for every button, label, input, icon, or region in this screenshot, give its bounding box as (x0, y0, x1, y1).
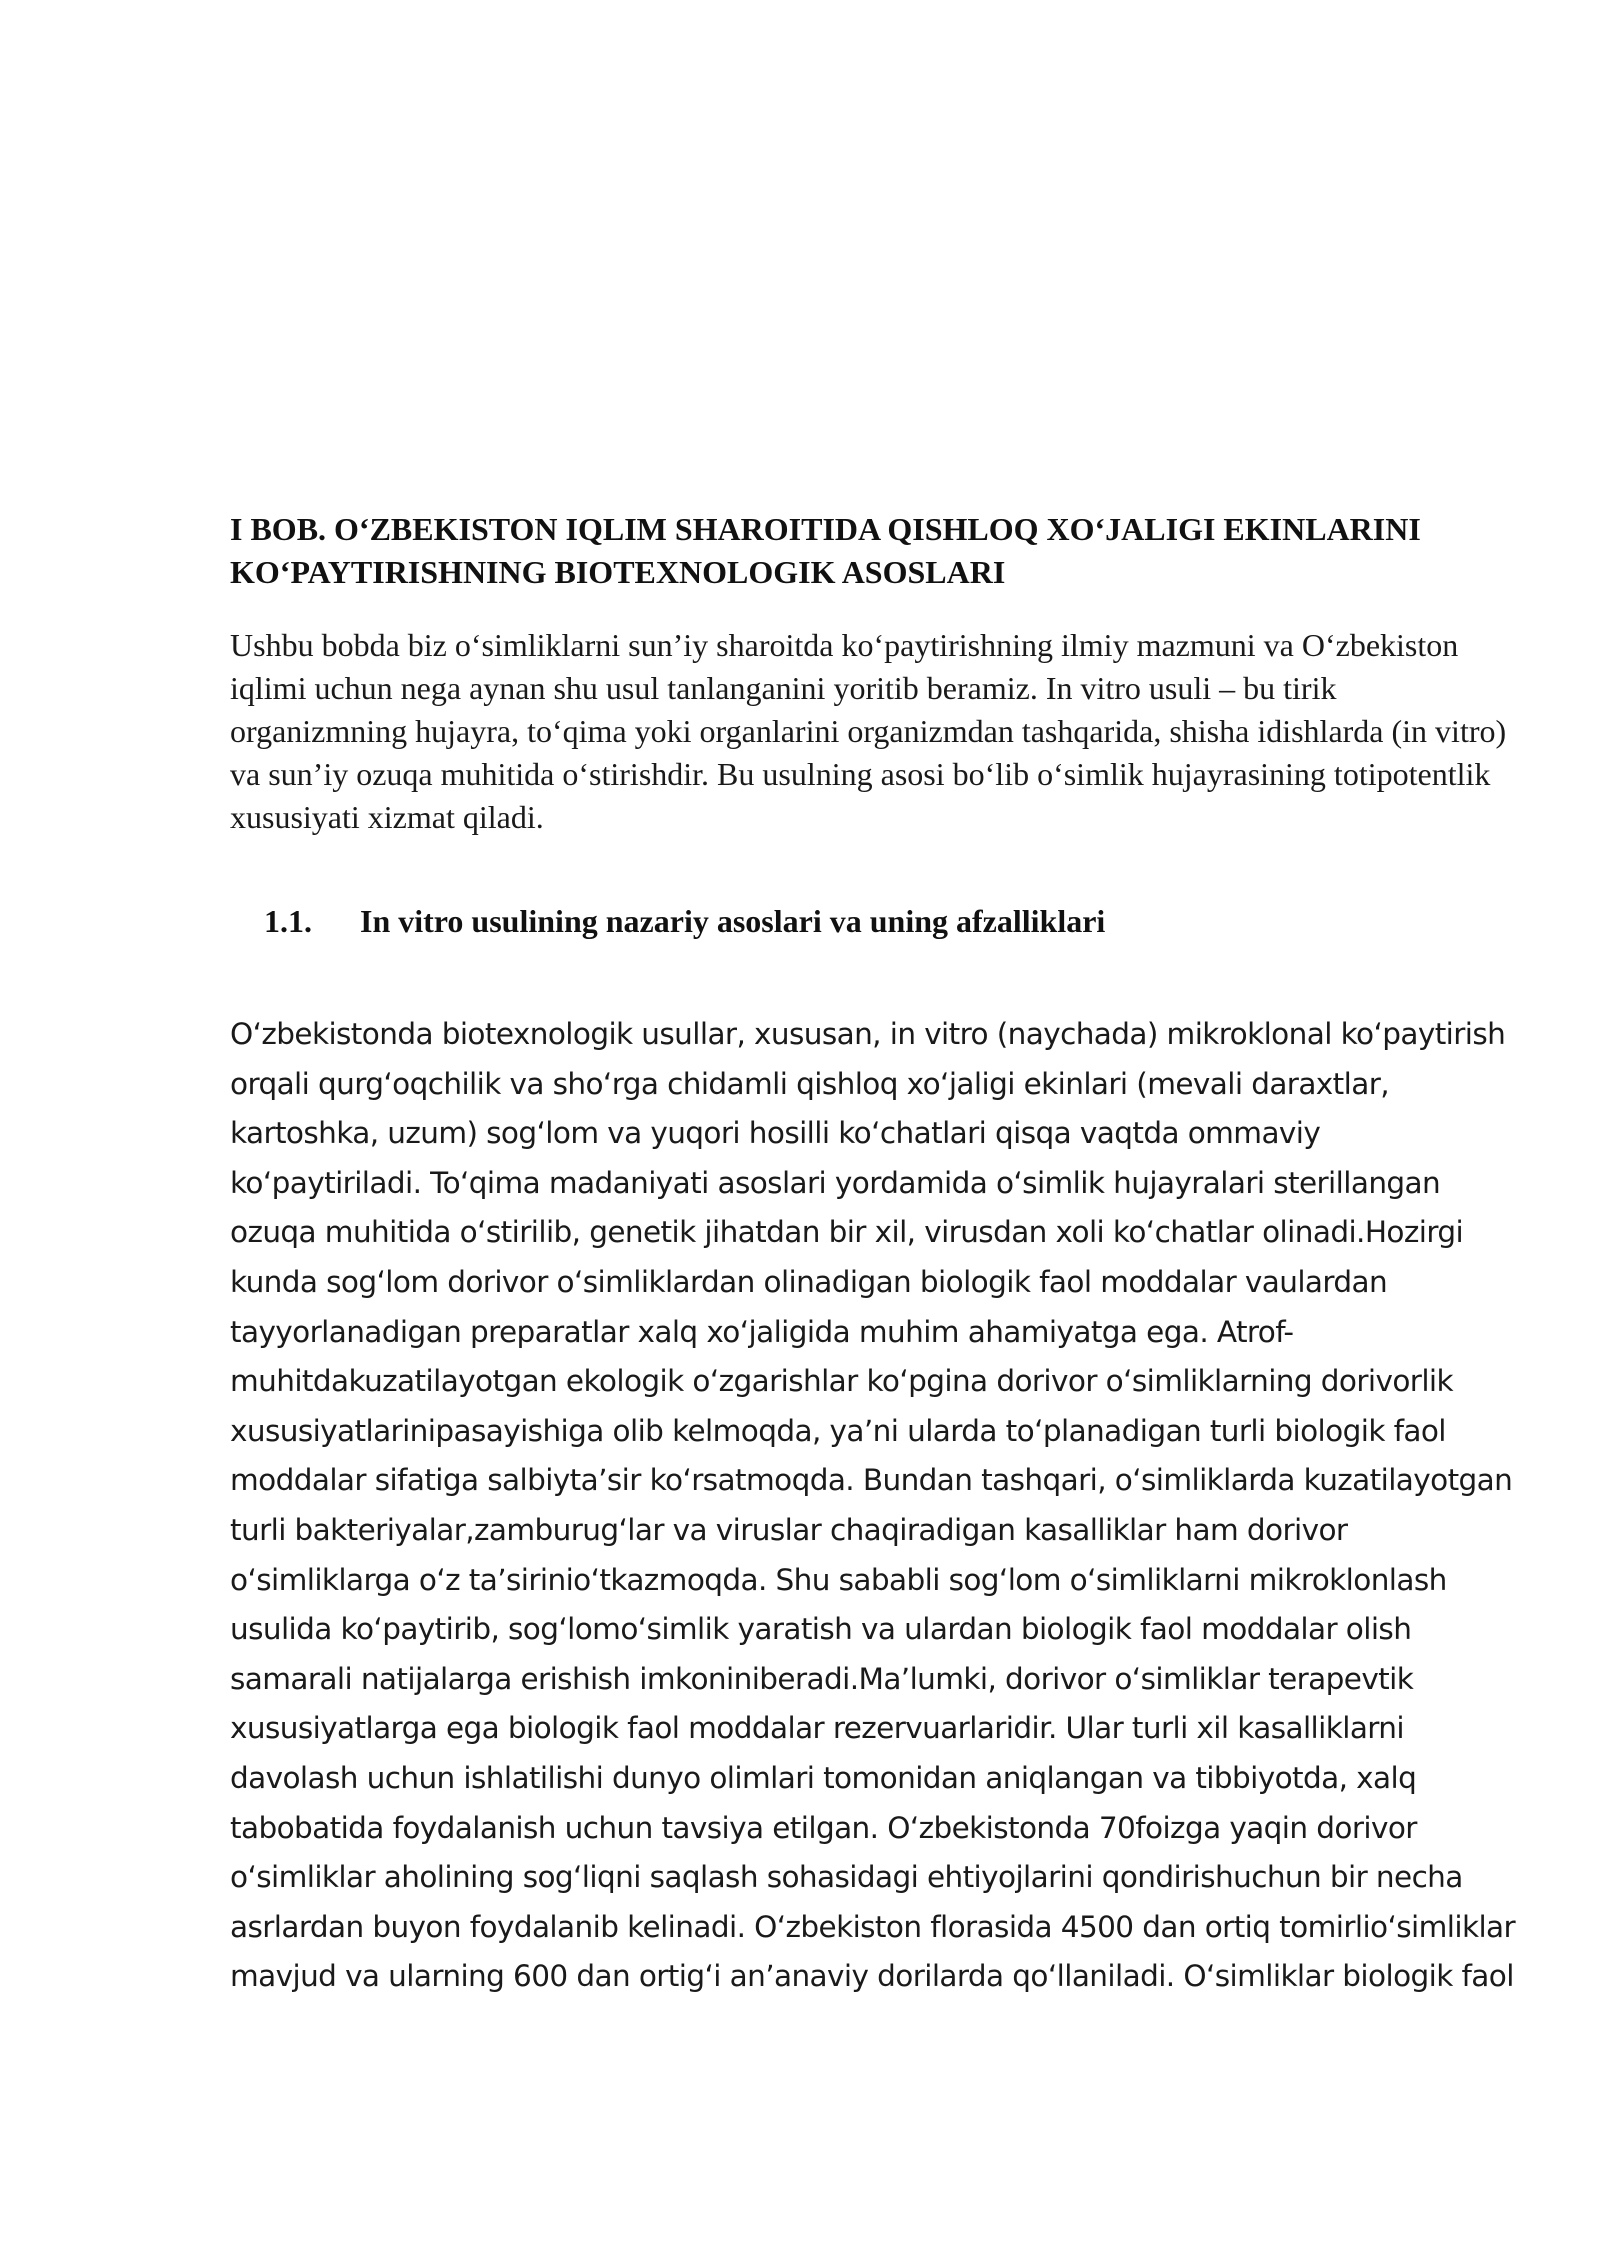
section-number: 1.1. (264, 903, 312, 939)
section-title: In vitro usulining nazariy asoslari va uning afzalliklari (360, 903, 1106, 939)
section-body-paragraph: O‘zbekistonda biotexnologik usullar, xususan, in vitro (naychada) mikroklonal ko‘paytirish orqali qurg‘oqchilik va sho‘rga chidamli qishloq xo‘jaligi ekinlari (mevali daraxtlar, kartoshka, uzum) sog‘lom va yuqori hosilli ko‘chatlari qisqa vaqtda ommaviy ko‘paytiriladi. To‘qima madaniyati asoslari yordamida o‘simlik hujayralari sterillangan ozuqa muhitida o‘stirilib, genetik jihatdan bir xil, virusdan xoli ko‘chatlar olinadi.Hozirgi kunda sog‘lom dorivor o‘simliklardan olinadigan biologik faol moddalar vaulardan tayyorlanadigan preparatlar xalq xo‘jaligida muhim ahamiyatga ega. Atrof-muhitdakuzatilayotgan ekologik o‘zgarishlar ko‘pgina dorivor o‘simliklarning dorivorlik xususiyatlarinipasayishiga olib kelmoqda, ya’ni ularda to‘planadigan turli biologik faol moddalar sifatiga salbiyta’sir ko‘rsatmoqda. Bundan tashqari, o‘simliklarda kuzatilayotgan turli bakteriyalar,zamburug‘lar va viruslar chaqiradigan kasalliklar ham dorivor o‘simliklarga o‘z ta’sirinio‘tkazmoqda. Shu sababli sog‘lom o‘simliklarni mikroklonlash usulida ko‘paytirib, sog‘lomo‘simlik yaratish va ulardan biologik faol moddalar olish samarali natijalarga erishish imkoniniberadi.Ma’lumki, dorivor o‘simliklar terapevtik xususiyatlarga ega biologik faol moddalar rezervuarlaridir. Ular turli xil kasalliklarni davolash uchun ishlatilishi dunyo olimlari tomonidan aniqlangan va tibbiyotda, xalq tabobatida foydalanish uchun tavsiya etilgan. O‘zbekistonda 70foizga yaqin dorivor o‘simliklar aholining sog‘liqni saqlash sohasidagi ehtiyojlarini qondirishuchun bir necha asrlardan buyon foydalanib kelinadi. O‘zbekiston florasida 4500 dan ortiq tomirlio‘simliklar mavjud va ularning 600 dan ortig‘i an’anaviy dorilarda qo‘llaniladi. O‘simliklar biologik faol (230, 1017, 1516, 1994)
chapter-title: I BOB. O‘ZBEKISTON IQLIM SHAROITIDA QISHLOQ XO‘JALIGI EKINLARINI KO‘PAYTIRISHNING BIOTEXNOLOGIK ASOSLARI (230, 511, 1421, 590)
section-heading (264, 900, 1514, 943)
chapter-intro-paragraph: Ushbu bobda biz o‘simliklarni sun’iy sharoitda ko‘paytirishning ilmiy mazmuni va O‘zbekiston iqlimi uchun nega aynan shu usul tanlanganini yoritib beramiz. In vitro usuli – bu tirik organizmning hujayra, to‘qima yoki organlarini organizmdan tashqarida, shisha idishlarda (in vitro) va sun’iy ozuqa muhitida o‘stirishdir. Bu usulning asosi bo‘lib o‘simlik hujayrasining totipotentlik xususiyati xizmat qiladi. (230, 627, 1507, 835)
